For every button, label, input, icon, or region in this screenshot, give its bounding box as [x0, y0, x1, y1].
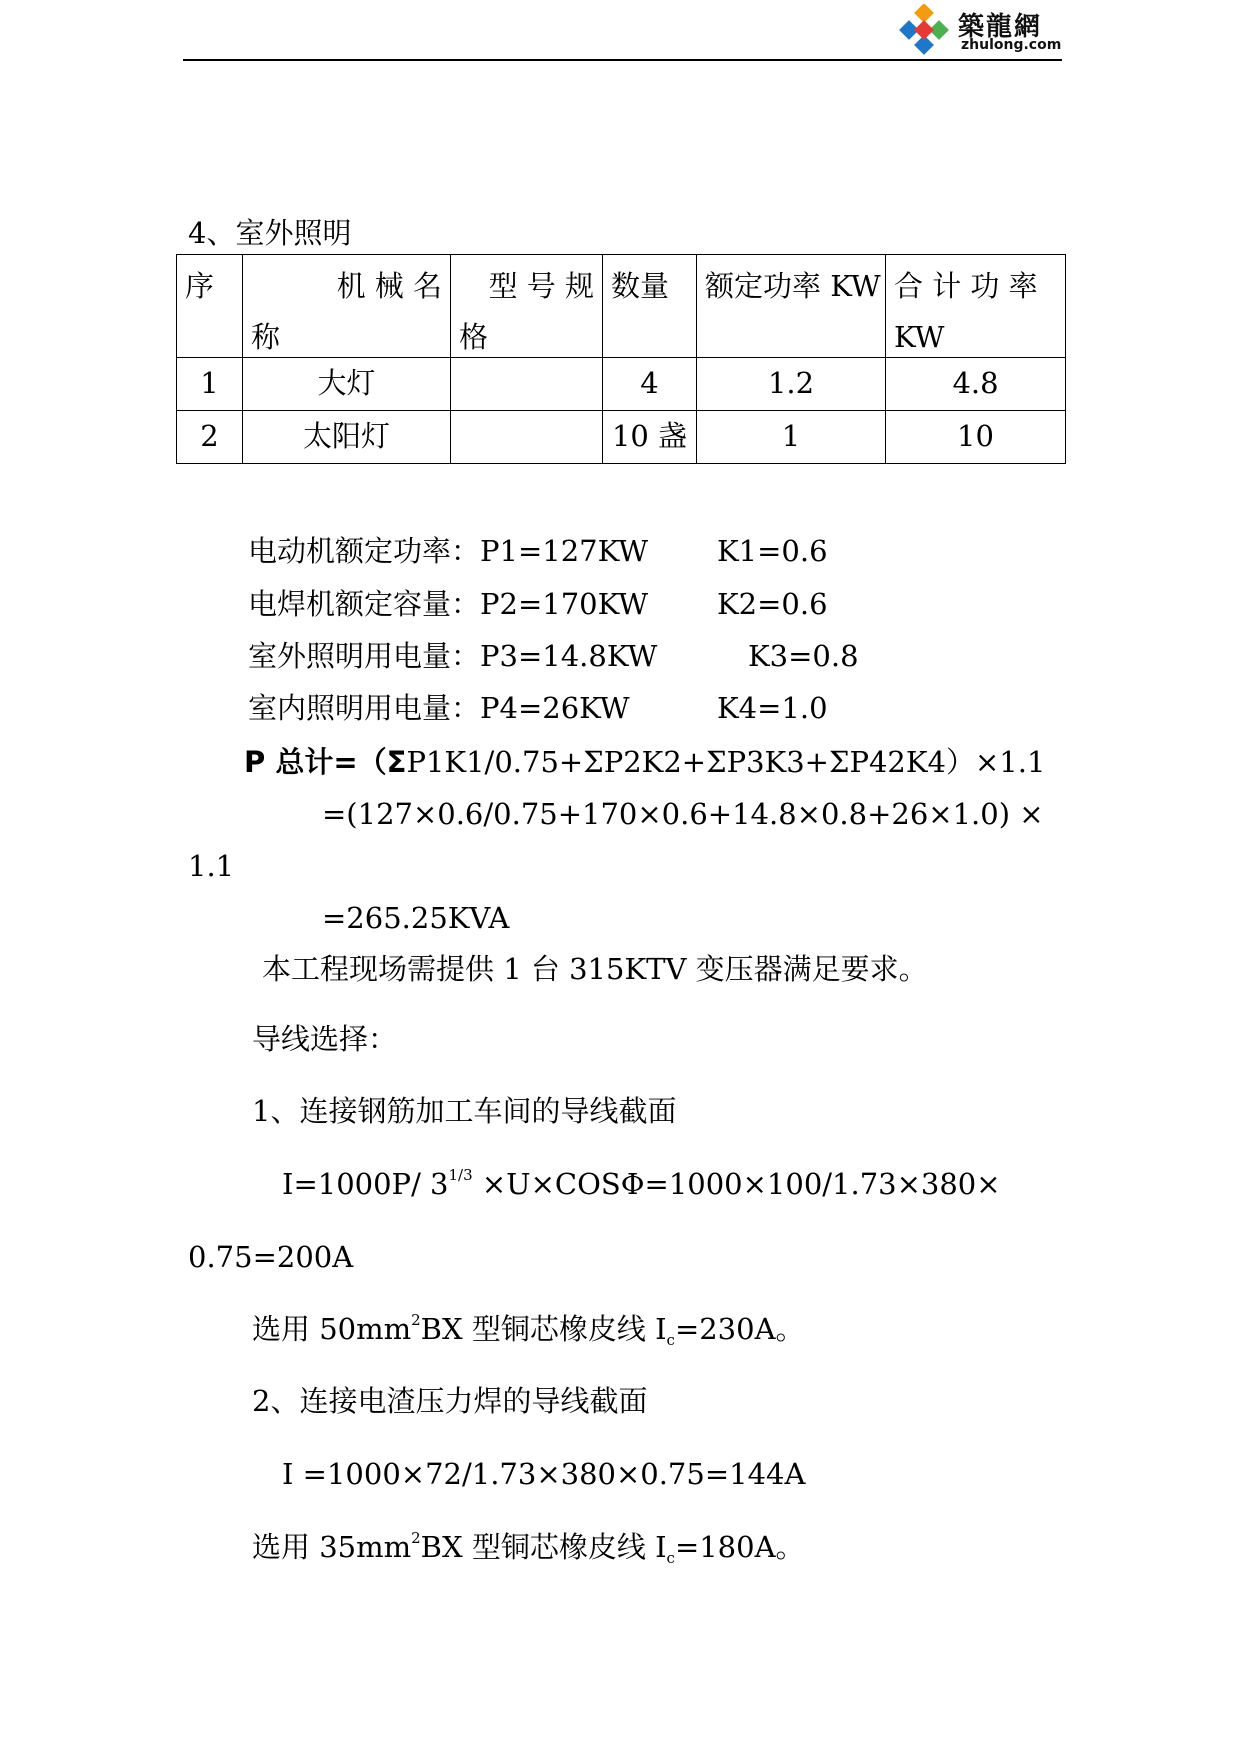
- item2-choice: 选用 $35mm^2BX$ 型铜芯橡皮线 $I_c=180A$。: [252, 1529, 805, 1567]
- formula-p-total-label: P 总计=（Σ: [244, 745, 407, 779]
- header-qty: 数量: [603, 255, 697, 358]
- cell-qty: 10 盏: [603, 411, 697, 464]
- formula-line-2: =(127×0.6/0.75+170×0.6+14.8×0.8+26×1.0) ×: [322, 797, 1044, 831]
- wire-selection-title: 导线选择：: [252, 1022, 398, 1056]
- item2-equation: I =1000×72/1.73×380×0.75=144A: [282, 1457, 806, 1491]
- param-p4-label: 室内照明用电量：P4=26KW: [248, 691, 630, 725]
- param-p1-label: 电动机额定功率：P1=127KW: [248, 534, 649, 568]
- table-row: [177, 358, 1066, 411]
- cell-seq: 2: [177, 411, 243, 464]
- item2-title: 2、连接电渣压力焊的导线截面: [252, 1384, 648, 1418]
- cell-qty: 4: [603, 358, 697, 411]
- item1-equation: I=1000P/ $3^{1/3} \times U\times COS\Phi=1000\times 100/1.73\times 380\times$: [282, 1166, 1001, 1201]
- cell-name: 大灯: [243, 358, 451, 411]
- param-p3-label: 室外照明用电量：P3=14.8KW: [248, 639, 658, 673]
- table-row: [177, 411, 1066, 464]
- cell-total: 10: [886, 411, 1066, 464]
- param-k4: K4=1.0: [717, 691, 828, 725]
- param-k3: K3=0.8: [748, 639, 859, 673]
- header-seq: 序: [177, 255, 243, 358]
- header-model: 型 号 规 格: [451, 255, 603, 358]
- logo-text-cn: 築龍網: [958, 12, 1043, 42]
- cell-rated: 1: [697, 411, 886, 464]
- cell-rated: 1.2: [697, 358, 886, 411]
- cell-model: [451, 411, 603, 464]
- lighting-table: [176, 254, 1066, 464]
- header-name: 机 械 名 称: [243, 255, 451, 358]
- cell-total: 4.8: [886, 358, 1066, 411]
- header-rule: [183, 59, 1062, 61]
- logo-mark-icon: [898, 4, 950, 56]
- transformer-conclusion: 本工程现场需提供 1 台 315KTV 变压器满足要求。: [262, 952, 928, 986]
- table-header-row: [177, 255, 1066, 358]
- param-k2: K2=0.6: [717, 587, 828, 621]
- item1-choice: 选用 $50mm^2BX$ 型铜芯橡皮线 $I_c=230A$。: [252, 1311, 805, 1349]
- formula-result: =265.25KVA: [322, 901, 510, 935]
- cell-model: [451, 358, 603, 411]
- logo-text-en: zhulong.com: [961, 37, 1062, 53]
- formula-line-1: [244, 745, 1045, 779]
- cell-name: 太阳灯: [243, 411, 451, 464]
- param-k1: K1=0.6: [717, 534, 828, 568]
- item1-equation-cont: 0.75=200A: [188, 1240, 354, 1274]
- header-total: 合 计 功 率 KW: [886, 255, 1066, 358]
- formula-p-total-expr: P1K1/0.75+ΣP2K2+ΣP3K3+ΣP42K4）×1.1: [406, 745, 1046, 779]
- cell-seq: 1: [177, 358, 243, 411]
- param-p2-label: 电焊机额定容量：P2=170KW: [248, 587, 649, 621]
- header-rated: 额定功率 KW: [697, 255, 886, 358]
- section-title: 4、室外照明: [188, 216, 352, 250]
- zhulong-logo: [898, 2, 1062, 57]
- item1-title: 1、连接钢筋加工车间的导线截面: [252, 1094, 677, 1128]
- formula-line-3: 1.1: [188, 849, 235, 883]
